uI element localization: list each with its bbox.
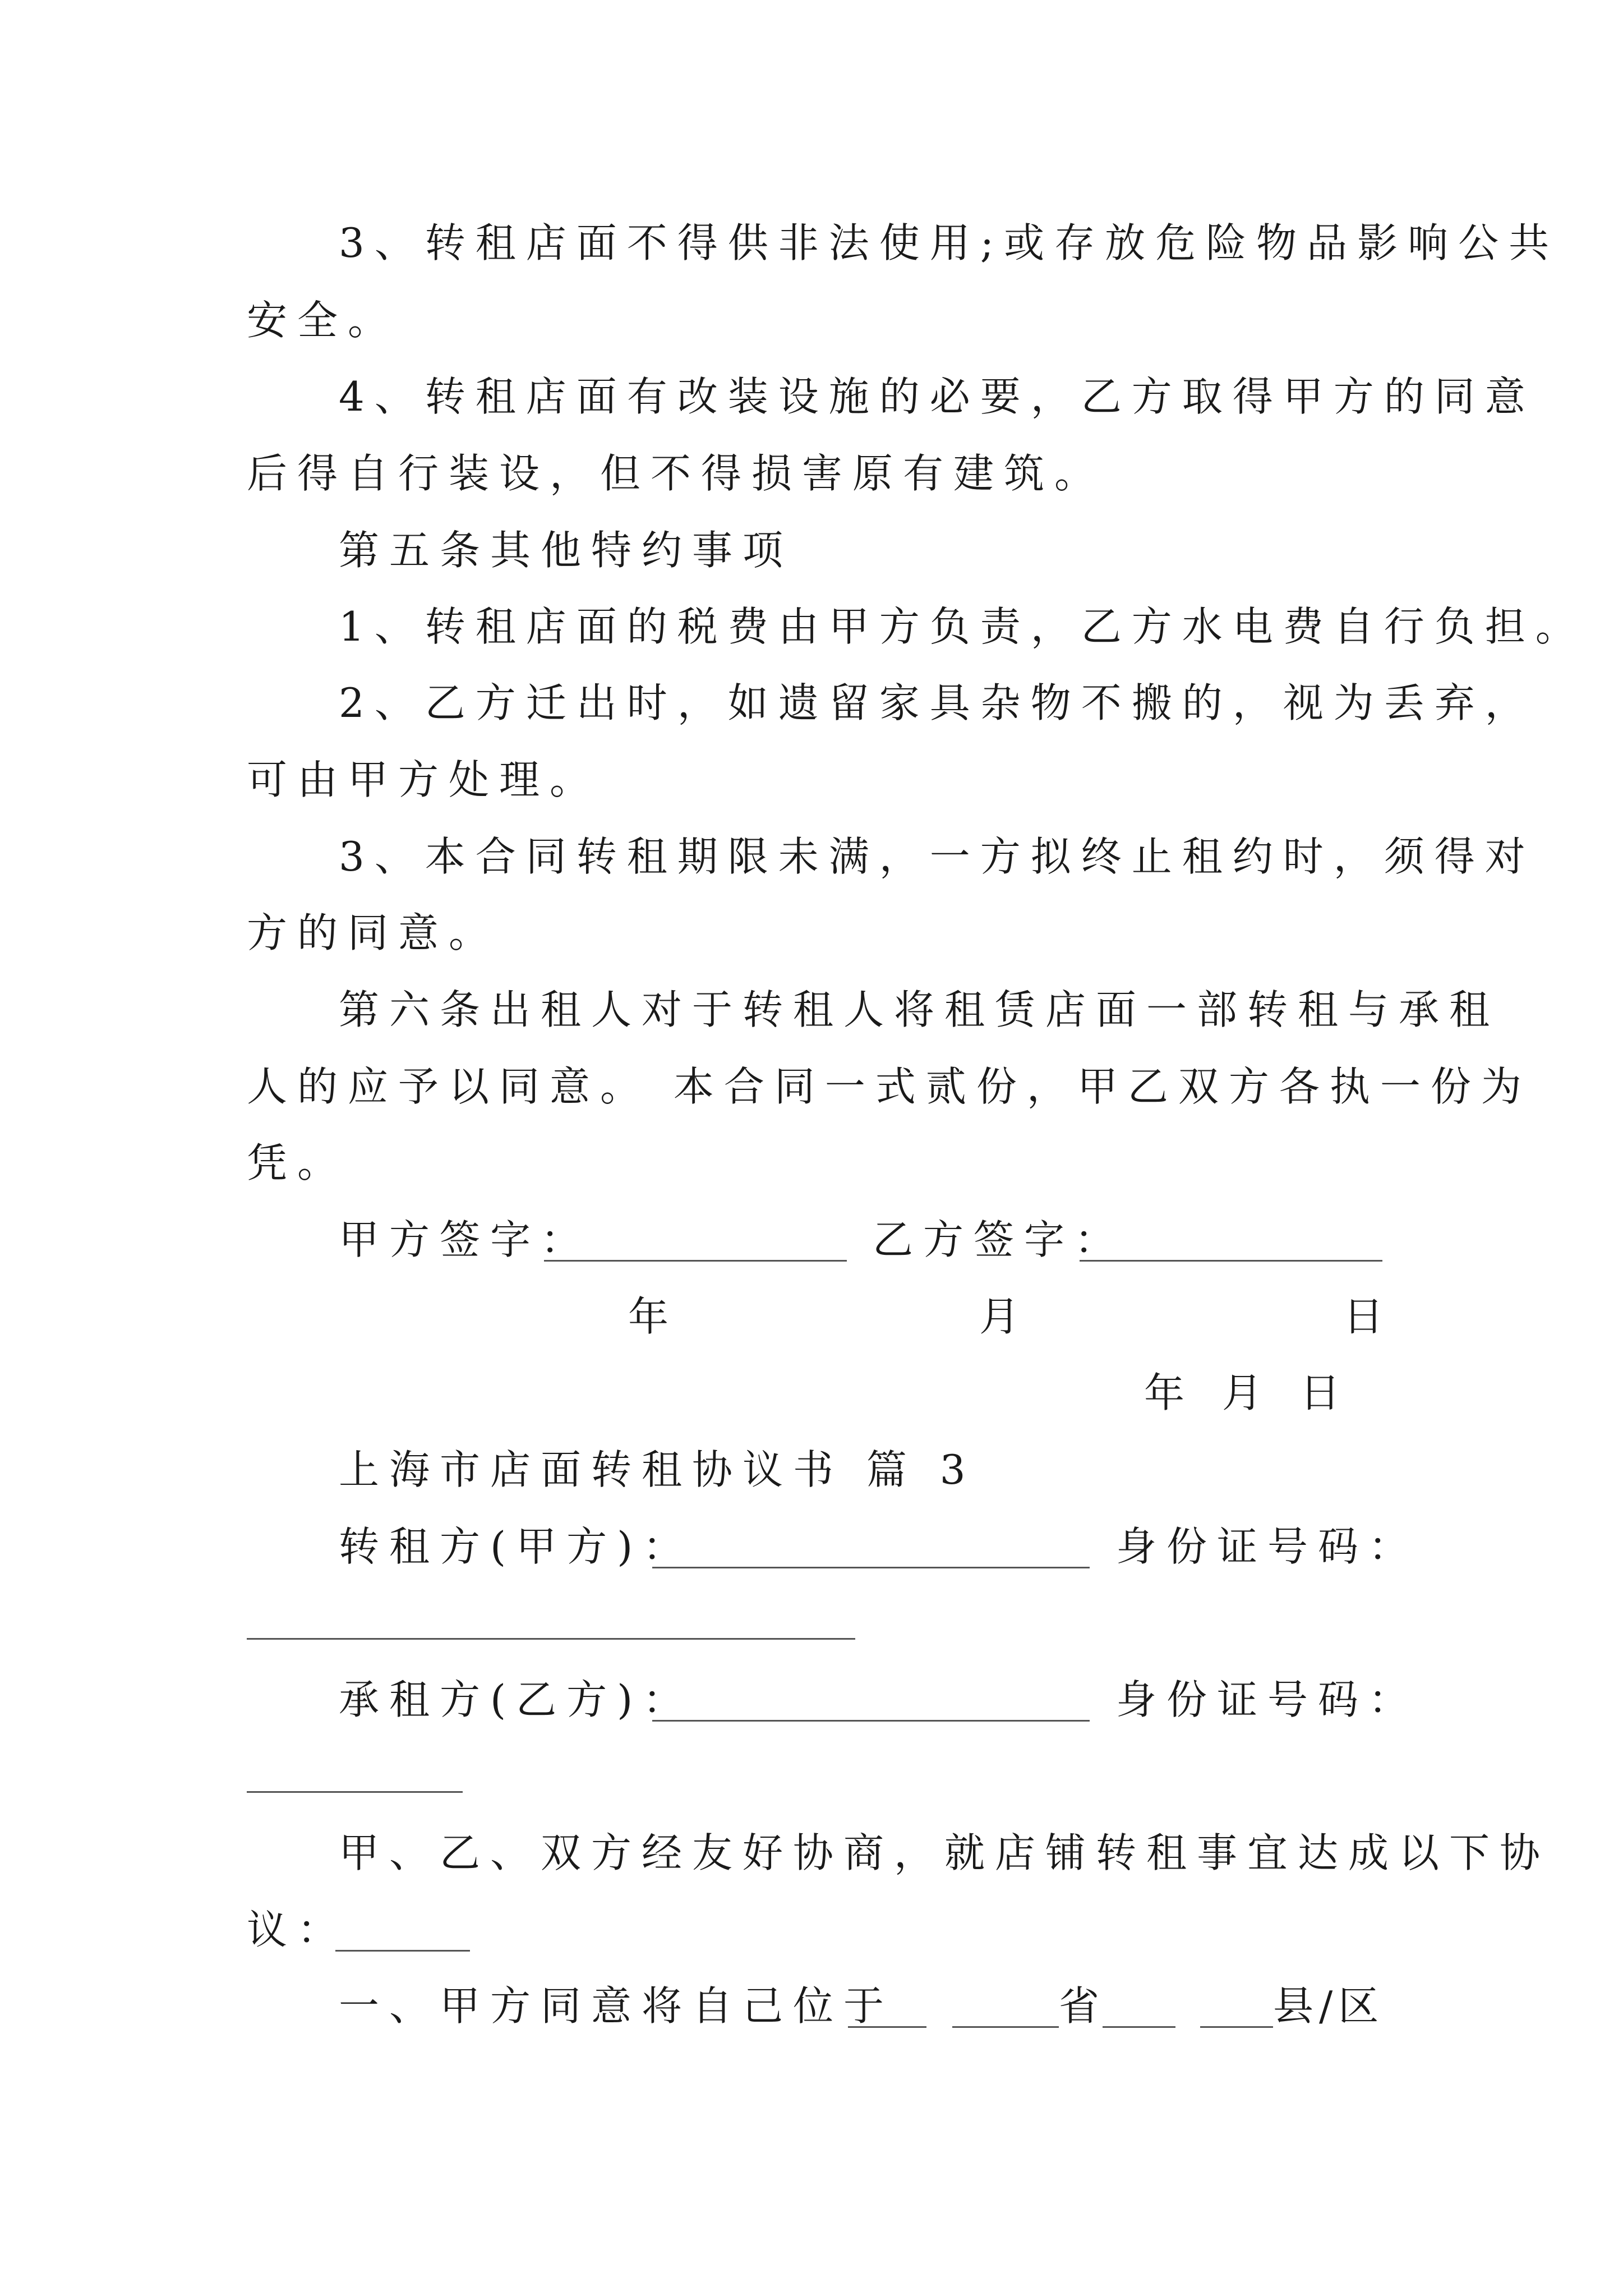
party-a-signature-blank[interactable] — [544, 1260, 847, 1262]
date-year-label: 年 — [628, 1293, 669, 1340]
article-6-line2: 人的应予以同意。 本合同一式贰份，甲乙双方各执一份为 — [247, 1063, 1532, 1110]
location-blank-3[interactable] — [1103, 2026, 1175, 2028]
article-5-title: 第五条其他特约事项 — [339, 527, 794, 574]
clause-5-2-line2: 可由甲方处理。 — [247, 756, 601, 803]
sublessee-label: 承租方(乙方)： — [339, 1676, 694, 1723]
article-6-line1: 第六条出租人对于转租人将租赁店面一部转租与承租 — [339, 986, 1500, 1033]
clause-5-1: 1、转租店面的税费由甲方负责，乙方水电费自行负担。 — [339, 603, 1586, 650]
county-district-label: 县/区 — [1273, 1982, 1385, 2030]
item-1-start: 一、甲方同意将自己位于 — [339, 1982, 895, 2030]
sublessee-id-blank[interactable] — [247, 1791, 463, 1793]
clause-4-4-line1: 4、转租店面有改装设施的必要，乙方取得甲方的同意 — [339, 373, 1536, 420]
clause-4-4-line2: 后得自行装设，但不得损害原有建筑。 — [247, 450, 1105, 497]
party-b-signature-blank[interactable] — [1080, 1260, 1382, 1262]
province-label: 省 — [1059, 1982, 1100, 2030]
clause-4-3-line2: 安全。 — [247, 297, 399, 344]
sublessor-id-blank[interactable] — [247, 1638, 855, 1640]
date-month-label: 月 — [979, 1293, 1020, 1340]
agreement-line2: 议： — [247, 1906, 348, 1953]
party-b-signature-label: 乙方签字： — [873, 1216, 1126, 1263]
sublessee-name-blank[interactable] — [652, 1720, 1090, 1722]
id-number-label-1: 身份证号码： — [1116, 1523, 1419, 1570]
id-number-label-2: 身份证号码： — [1116, 1676, 1419, 1723]
sublessor-label: 转租方(甲方)： — [339, 1523, 694, 1570]
agreement-line1: 甲、乙、双方经友好协商，就店铺转租事宜达成以下协 — [339, 1829, 1551, 1876]
clause-5-3-line1: 3、本合同转租期限未满，一方拟终止租约时，须得对 — [339, 833, 1536, 880]
clause-5-2-line1: 2、乙方迁出时，如遗留家具杂物不搬的，视为丢弃， — [339, 679, 1536, 726]
section-3-title: 上海市店面转租协议书 篇 3 — [339, 1446, 976, 1493]
location-blank-2[interactable] — [952, 2026, 1059, 2028]
clause-5-3-line2: 方的同意。 — [247, 909, 500, 956]
date-day-label: 日 — [1343, 1293, 1384, 1340]
sublessor-name-blank[interactable] — [652, 1567, 1090, 1568]
agreement-blank[interactable] — [335, 1950, 470, 1952]
location-blank-4[interactable] — [1200, 2026, 1273, 2028]
date-line: 年 月 日 — [1144, 1369, 1353, 1416]
article-6-line3: 凭。 — [247, 1139, 348, 1186]
location-blank-1[interactable] — [848, 2026, 926, 2028]
clause-4-3-line1: 3、转租店面不得供非法使用;或存放危险物品影响公共 — [339, 219, 1560, 266]
party-a-signature-label: 甲方签字： — [339, 1216, 592, 1263]
